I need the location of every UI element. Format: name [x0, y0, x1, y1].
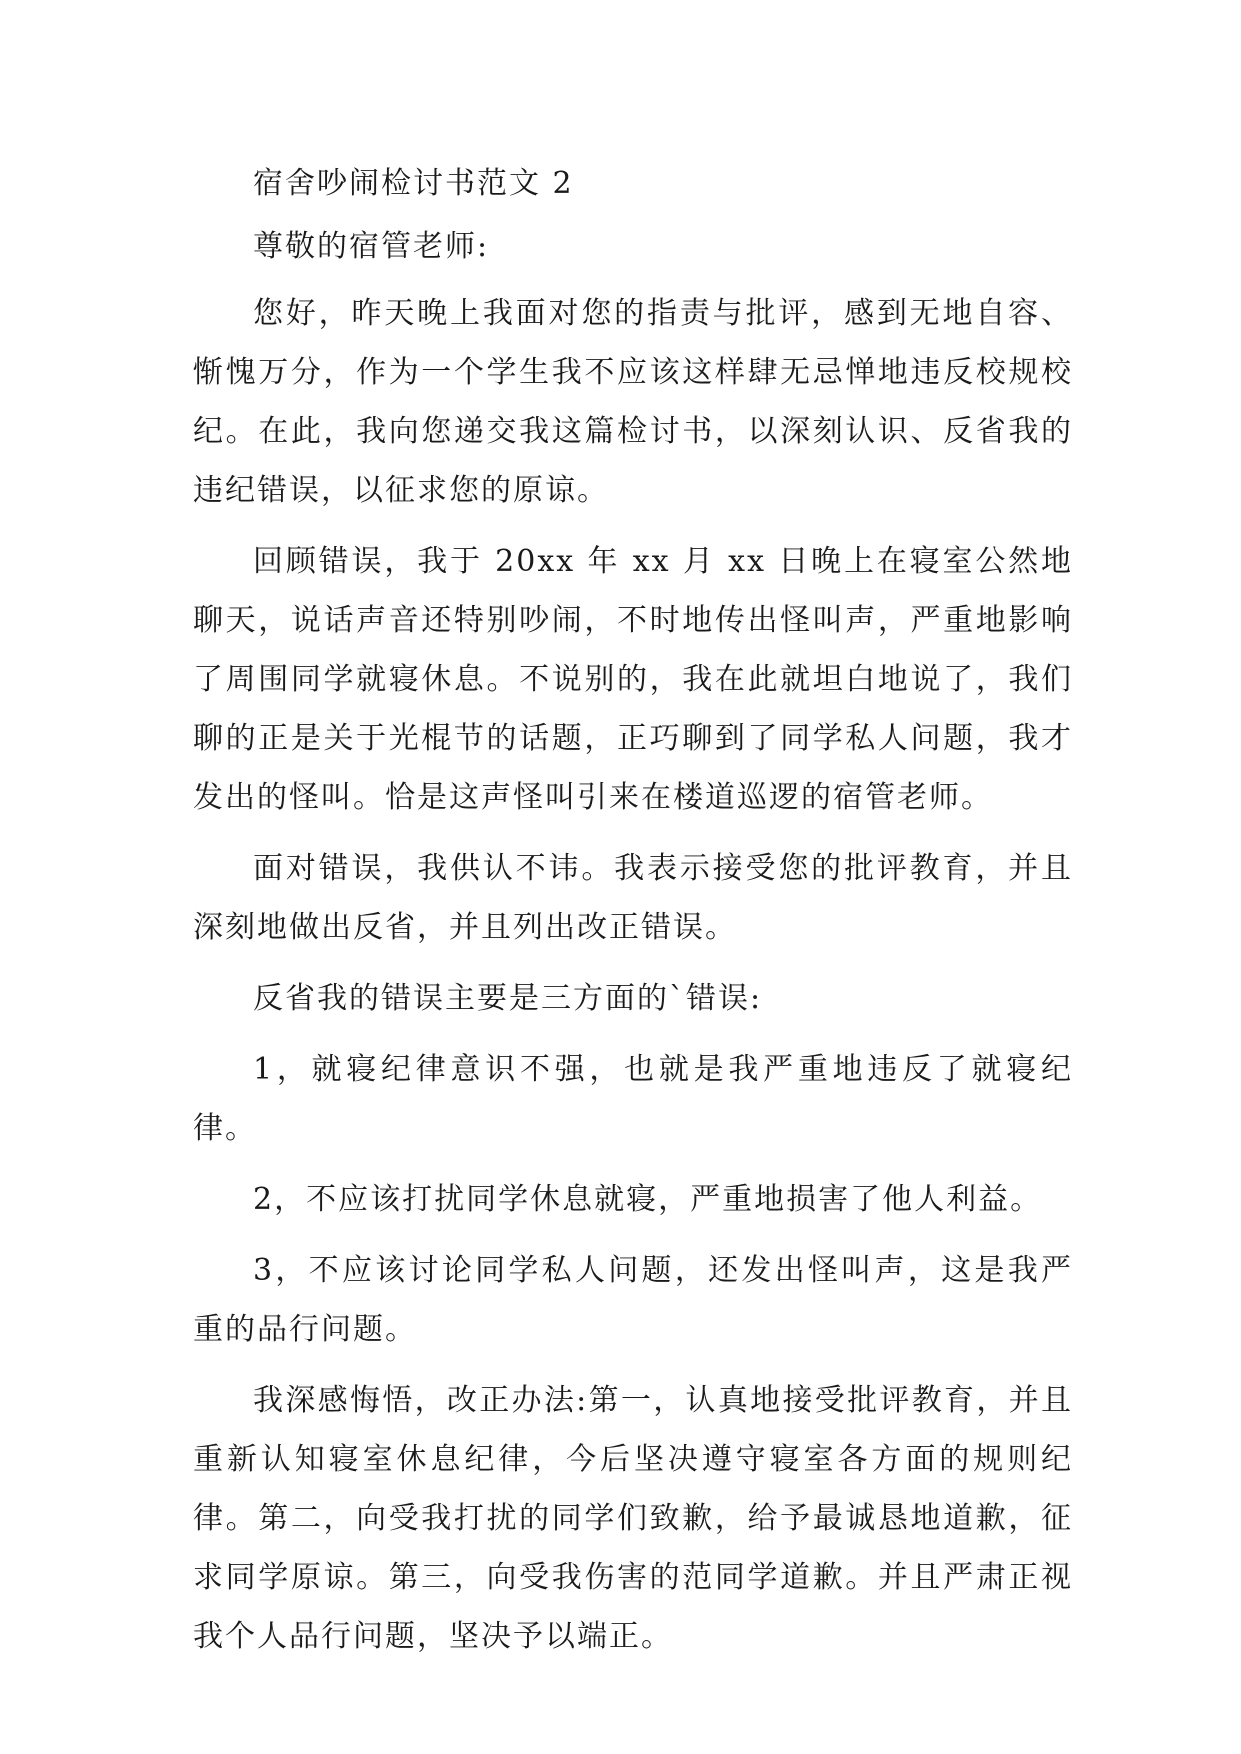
paragraph-review-error: 回顾错误，我于 20xx 年 xx 月 xx 日晚上在寝室公然地聊天，说话声音还特别吵闹，不时地传出怪叫声，严重地影响了周围同学就寝休息。不说别的，我在此就坦白地说了，我们聊的正是关于光棍节的话题，正巧聊到了同学私人问题，我才发出的怪叫。恰是这声怪叫引来在楼道巡逻的宿管老师。 — [193, 544, 1073, 815]
salutation: 尊敬的宿管老师: — [253, 229, 490, 264]
paragraph-point-1: 1，就寝纪律意识不强，也就是我严重地违反了就寝纪律。 — [193, 1052, 1073, 1146]
paragraph-reflection-intro: 反省我的错误主要是三方面的`错误: — [253, 981, 763, 1016]
paragraph-point-2: 2，不应该打扰同学休息就寝，严重地损害了他人利益。 — [253, 1182, 1043, 1217]
paragraph-point-3: 3，不应该讨论同学私人问题，还发出怪叫声，这是我严重的品行问题。 — [193, 1253, 1073, 1347]
paragraph-correction: 我深感悔悟，改正办法:第一，认真地接受批评教育，并且重新认知寝室休息纪律，今后坚决遵守寝室各方面的规则纪律。第二，向受我打扰的同学们致歉，给予最诚恳地道歉，征求同学原谅。第三，向受我伤害的范同学道歉。并且严肃正视我个人品行问题，坚决予以端正。 — [193, 1383, 1073, 1654]
document-body — [193, 154, 1073, 1678]
paragraph-greeting: 您好，昨天晚上我面对您的指责与批评，感到无地自容、惭愧万分，作为一个学生我不应该这样肆无忌惮地违反校规校纪。在此，我向您递交我这篇检讨书，以深刻认识、反省我的违纪错误，以征求您的原谅。 — [193, 296, 1073, 508]
paragraph-admit-error: 面对错误，我供认不讳。我表示接受您的批评教育，并且深刻地做出反省，并且列出改正错误。 — [193, 851, 1073, 945]
document-title: 宿舍吵闹检讨书范文 2 — [253, 166, 574, 201]
